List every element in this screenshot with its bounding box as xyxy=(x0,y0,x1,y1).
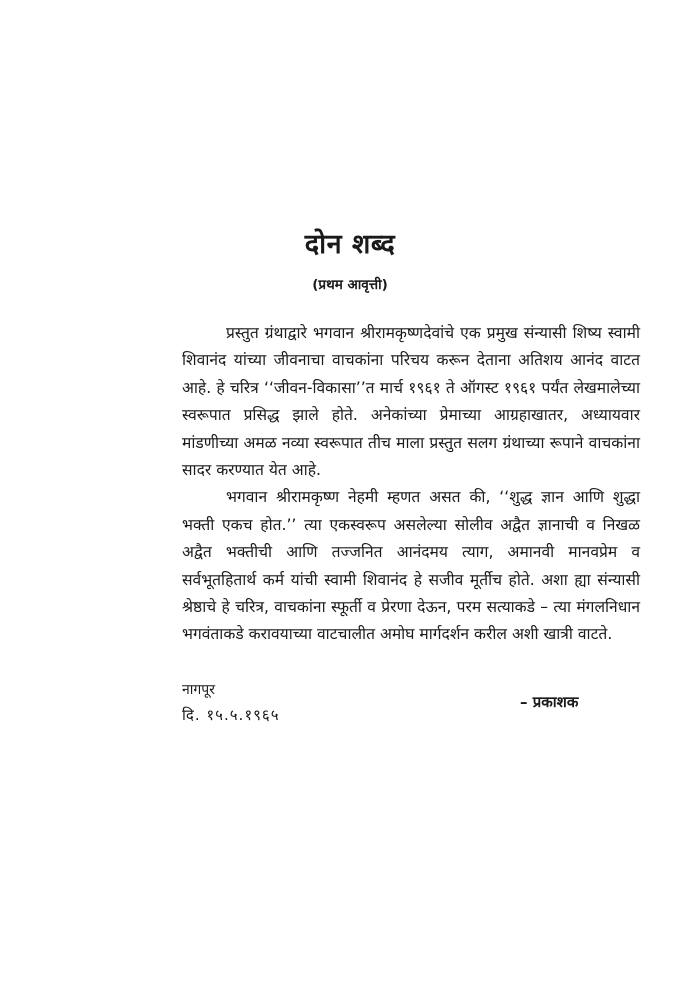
paragraph-2: भगवान श्रीरामकृष्ण नेहमी म्हणत असत की, ‘‘शुद्ध ज्ञान आणि शुद्धा भक्ती एकच होत.’’ त्या एकस्वरूप असलेल्या सोलीव अद्वैत ज्ञानाची व निखळ अद्वैत भक्तीची आणि तज्जनित आनंदमय त्याग, अमानवी मानवप्रेम व सर्वभूतहितार्थ कर्म यांची स्वामी शिवानंद हे सजीव मूर्तीच होते. अशा ह्या संन्यासी श्रेष्ठाचे हे चरित्र, वाचकांना स्फूर्ती व प्रेरणा देऊन, परम सत्याकडे – त्या मंगलनिधान भगवंताकडे करावयाच्या वाटचालीत अमोघ मार्गदर्शन करील अशी खात्री वाटते. xyxy=(182,488,640,644)
page-title: दोन शब्द xyxy=(304,229,396,260)
date-label: दि. १५.५.१९६५ xyxy=(182,706,280,724)
page-subtitle: (प्रथम आवृत्ती) xyxy=(312,277,388,293)
publisher-signature: – प्रकाशक xyxy=(520,693,579,711)
preface-body xyxy=(182,320,640,649)
place-label: नागपूर xyxy=(182,682,215,698)
paragraph-1: प्रस्तुत ग्रंथाद्वारे भगवान श्रीरामकृष्णदेवांचे एक प्रमुख संन्यासी शिष्य स्वामी शिवानंद यांच्या जीवनाचा वाचकांना परिचय करून देताना अतिशय आनंद वाटत आहे. हे चरित्र ‘‘जीवन-विकासा’’त मार्च १९६१ ते ऑगस्ट १९६१ पर्यंत लेखमालेच्या स्वरूपात प्रसिद्ध झाले होते. अनेकांच्या प्रेमाच्या आग्रहाखातर, अध्यायवार मांडणीच्या अमळ नव्या स्वरूपात तीच माला प्रस्तुत सलग ग्रंथाच्या रूपाने वाचकांना सादर करण्यात येत आहे. xyxy=(182,324,640,480)
